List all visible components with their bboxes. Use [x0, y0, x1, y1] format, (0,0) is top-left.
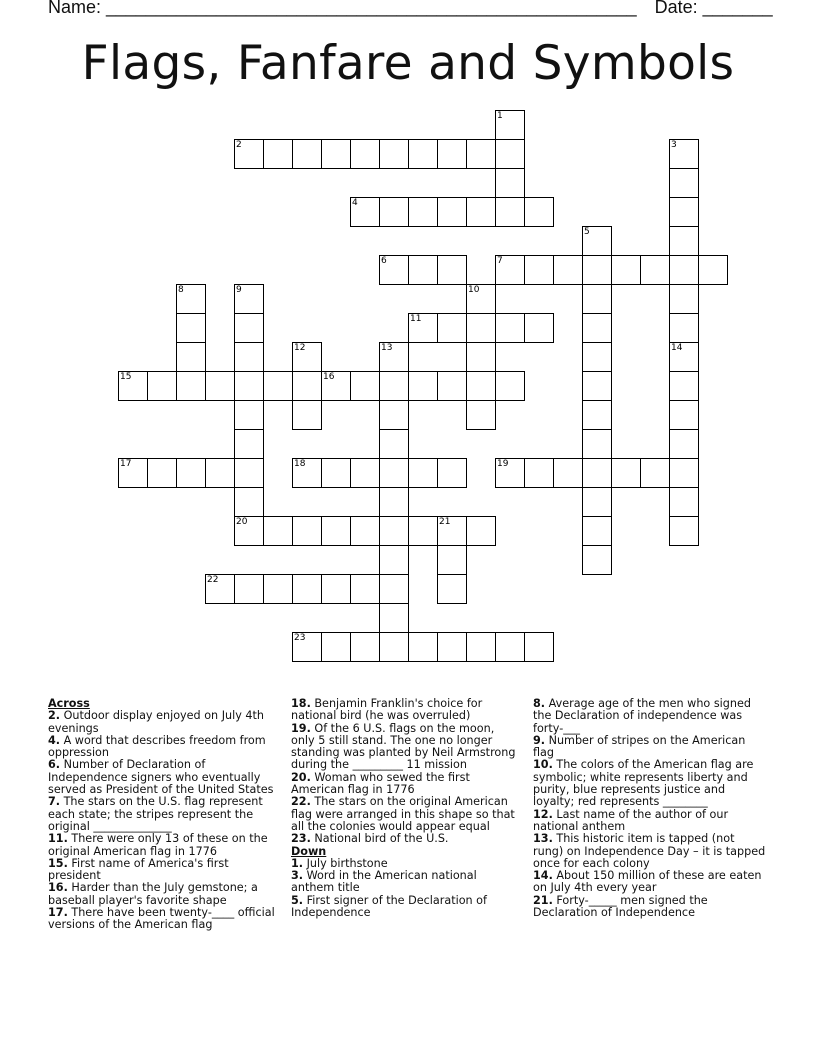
grid-cell[interactable]	[466, 139, 496, 169]
across-clue	[48, 833, 276, 858]
grid-cell[interactable]	[350, 574, 380, 604]
grid-cell[interactable]	[292, 574, 322, 604]
grid-cell[interactable]	[582, 545, 612, 575]
grid-cell[interactable]	[611, 255, 641, 285]
cell-number: 18	[294, 459, 306, 469]
clue-text: Of the 6 U.S. flags on the moon, only 5 still stand. The one no longer standing was planted by Neil Armstrong during the _________ 11 mission	[291, 721, 516, 772]
cell-number: 3	[671, 140, 677, 150]
across-clue	[48, 882, 276, 907]
grid-cell[interactable]	[437, 458, 467, 488]
clue-number: 3.	[291, 869, 304, 883]
grid-cell[interactable]	[263, 139, 293, 169]
down-clue	[291, 870, 516, 895]
cell-number: 21	[439, 517, 451, 527]
puzzle-title: Flags, Fanfare and Symbols	[81, 36, 735, 91]
grid-cell[interactable]	[582, 342, 612, 372]
clue-text: First signer of the Declaration of Independence	[291, 893, 487, 920]
grid-cell[interactable]	[321, 139, 351, 169]
clue-text: Harder than the July gemstone; a baseball player's favorite shape	[48, 881, 258, 907]
grid-cell[interactable]	[205, 371, 235, 401]
grid-cell[interactable]	[321, 574, 351, 604]
grid-cell[interactable]	[669, 284, 699, 314]
clue-number: 1.	[291, 856, 304, 870]
grid-cell[interactable]	[234, 574, 264, 604]
clue-number: 2.	[48, 709, 61, 723]
clue-text: The colors of the American flag are symbolic; white represents liberty and purity, blue represents justice and loyalty; red represents ________	[533, 758, 754, 809]
grid-cell[interactable]	[582, 458, 612, 488]
down-clue	[533, 735, 768, 760]
grid-cell[interactable]	[669, 371, 699, 401]
clues-column-3	[533, 698, 768, 919]
grid-cell[interactable]	[495, 197, 525, 227]
date-field[interactable]: Date: _______	[654, 0, 773, 17]
clue-number: 8.	[533, 697, 546, 710]
grid-cell[interactable]	[611, 458, 641, 488]
clue-text: This historic item is tapped (not rung) on Independence Day – it is tapped once for each colony	[533, 832, 766, 870]
grid-cell[interactable]	[234, 458, 264, 488]
clue-text: Outdoor display enjoyed on July 4th evenings	[48, 709, 264, 735]
down-clue	[533, 809, 768, 834]
grid-cell[interactable]	[669, 400, 699, 430]
grid-cell[interactable]	[582, 255, 612, 285]
grid-cell[interactable]	[466, 371, 496, 401]
cell-number: 6	[381, 256, 387, 266]
grid-cell[interactable]	[321, 458, 351, 488]
clue-text: The stars on the original American flag were arranged in this shape so that all the colonies would appear equal	[291, 795, 515, 833]
clue-number: 19.	[291, 721, 311, 735]
grid-cell[interactable]	[553, 458, 583, 488]
clue-number: 6.	[48, 758, 61, 772]
clue-number: 14.	[533, 869, 553, 883]
grid-cell[interactable]	[698, 255, 728, 285]
grid-cell[interactable]	[669, 487, 699, 517]
grid-cell[interactable]	[582, 284, 612, 314]
grid-cell[interactable]	[466, 313, 496, 343]
grid-cell[interactable]	[640, 458, 670, 488]
clue-number: 15.	[48, 856, 68, 870]
down-clue	[533, 833, 768, 870]
grid-cell[interactable]	[234, 429, 264, 459]
grid-cell[interactable]	[379, 197, 409, 227]
grid-cell[interactable]	[669, 226, 699, 256]
grid-cell[interactable]	[379, 545, 409, 575]
grid-cell[interactable]	[263, 371, 293, 401]
grid-cell[interactable]	[437, 545, 467, 575]
down-clue	[533, 895, 768, 920]
clue-text: A word that describes freedom from oppression	[48, 733, 266, 760]
clue-text: Benjamin Franklin's choice for national bird (he was overruled)	[291, 697, 483, 723]
grid-cell[interactable]	[466, 197, 496, 227]
grid-cell[interactable]	[466, 400, 496, 430]
grid-cell[interactable]	[408, 139, 438, 169]
across-heading: Across	[48, 697, 90, 710]
down-clue	[533, 759, 768, 808]
grid-cell[interactable]	[669, 458, 699, 488]
grid-cell[interactable]	[234, 342, 264, 372]
cell-number: 5	[584, 227, 590, 237]
clue-number: 5.	[291, 893, 304, 907]
grid-cell[interactable]	[437, 139, 467, 169]
clue-text: Number of stripes on the American flag	[533, 733, 746, 760]
cell-number: 16	[323, 372, 335, 382]
grid-cell[interactable]	[495, 139, 525, 169]
grid-cell[interactable]	[437, 313, 467, 343]
grid-cell[interactable]	[437, 255, 467, 285]
grid-cell[interactable]	[553, 255, 583, 285]
grid-cell[interactable]	[147, 371, 177, 401]
clue-text: About 150 million of these are eaten on July 4th every year	[533, 869, 762, 895]
clue-number: 23.	[291, 832, 311, 846]
grid-cell[interactable]	[379, 632, 409, 662]
grid-cell[interactable]	[408, 516, 438, 546]
cell-number: 7	[497, 256, 503, 266]
grid-cell[interactable]	[350, 139, 380, 169]
cell-number: 8	[178, 285, 184, 295]
clue-text: Word in the American national anthem title	[291, 869, 477, 895]
clue-text: The stars on the U.S. flag represent each state; the stripes represent the original ______________	[48, 795, 263, 833]
across-clue	[291, 723, 516, 772]
cell-number: 11	[410, 314, 422, 324]
cell-number: 12	[294, 343, 306, 353]
grid-cell[interactable]	[669, 516, 699, 546]
cell-number: 4	[352, 198, 358, 208]
grid-cell[interactable]	[582, 487, 612, 517]
grid-cell[interactable]	[350, 458, 380, 488]
across-clue	[48, 858, 276, 883]
grid-cell[interactable]	[437, 371, 467, 401]
grid-cell[interactable]	[466, 632, 496, 662]
across-clue	[291, 796, 516, 833]
clue-number: 10.	[533, 758, 553, 772]
clue-number: 21.	[533, 893, 553, 907]
grid-cell[interactable]	[669, 313, 699, 343]
grid-cell[interactable]	[379, 603, 409, 633]
grid-cell[interactable]	[524, 197, 554, 227]
cell-number: 19	[497, 459, 509, 469]
grid-cell[interactable]	[176, 313, 206, 343]
grid-cell[interactable]	[408, 371, 438, 401]
grid-cell[interactable]	[466, 516, 496, 546]
clue-text: First name of America's first president	[48, 856, 229, 883]
clue-number: 12.	[533, 807, 553, 821]
grid-cell[interactable]	[263, 516, 293, 546]
across-clue	[48, 759, 276, 796]
clue-number: 7.	[48, 795, 61, 809]
clue-text: Woman who sewed the first American flag in 1776	[291, 770, 470, 797]
clue-number: 4.	[48, 733, 61, 747]
clue-text: July birthstone	[303, 856, 388, 870]
grid-cell[interactable]	[234, 487, 264, 517]
grid-cell[interactable]	[582, 429, 612, 459]
grid-cell[interactable]	[582, 400, 612, 430]
grid-cell[interactable]	[379, 516, 409, 546]
across-clue	[48, 907, 276, 932]
grid-cell[interactable]	[379, 400, 409, 430]
clues-column-2	[291, 698, 516, 919]
grid-cell[interactable]	[350, 632, 380, 662]
grid-cell[interactable]	[379, 574, 409, 604]
down-clue	[291, 895, 516, 920]
cell-number: 23	[294, 633, 306, 643]
grid-cell[interactable]	[350, 516, 380, 546]
grid-cell[interactable]	[495, 632, 525, 662]
grid-cell[interactable]	[176, 458, 206, 488]
down-clue	[533, 870, 768, 895]
across-clue	[291, 698, 516, 723]
grid-cell[interactable]	[669, 255, 699, 285]
cell-number: 13	[381, 343, 393, 353]
grid-cell[interactable]	[669, 168, 699, 198]
grid-cell[interactable]	[495, 371, 525, 401]
grid-cell[interactable]	[524, 632, 554, 662]
grid-cell[interactable]	[437, 574, 467, 604]
grid-cell[interactable]	[669, 429, 699, 459]
cell-number: 10	[468, 285, 480, 295]
clue-number: 16.	[48, 881, 68, 895]
clue-text: There have been twenty-____ official versions of the American flag	[48, 906, 275, 932]
across-clue	[48, 735, 276, 760]
down-heading: Down	[291, 844, 327, 858]
grid-cell[interactable]	[292, 516, 322, 546]
across-clue	[48, 710, 276, 735]
grid-cell[interactable]	[379, 458, 409, 488]
grid-cell[interactable]	[669, 197, 699, 227]
grid-cell[interactable]	[408, 197, 438, 227]
clue-text: There were only 13 of these on the original American flag in 1776	[48, 832, 268, 858]
clue-text: Forty-_____ men signed the Declaration of Independence	[533, 893, 708, 920]
grid-cell[interactable]	[379, 487, 409, 517]
cell-number: 1	[497, 111, 503, 121]
down-clue	[533, 698, 768, 735]
grid-cell[interactable]	[263, 574, 293, 604]
clue-text: Last name of the author of our national anthem	[533, 807, 729, 833]
grid-cell[interactable]	[408, 632, 438, 662]
clue-number: 13.	[533, 832, 553, 846]
grid-cell[interactable]	[524, 255, 554, 285]
cell-number: 22	[207, 575, 219, 585]
grid-cell[interactable]	[379, 429, 409, 459]
grid-cell[interactable]	[379, 371, 409, 401]
cell-number: 20	[236, 517, 248, 527]
name-field[interactable]: Name: _____________________________________________________	[48, 0, 637, 17]
across-clue	[48, 796, 276, 833]
grid-cell[interactable]	[582, 313, 612, 343]
cell-number: 17	[120, 459, 132, 469]
clue-number: 9.	[533, 733, 546, 747]
grid-cell[interactable]	[292, 139, 322, 169]
cell-number: 14	[671, 343, 683, 353]
clue-number: 17.	[48, 906, 68, 920]
clue-number: 18.	[291, 697, 311, 710]
across-clue	[291, 772, 516, 797]
grid-cell[interactable]	[292, 400, 322, 430]
grid-cell[interactable]	[234, 400, 264, 430]
grid-cell[interactable]	[524, 458, 554, 488]
grid-cell[interactable]	[234, 371, 264, 401]
cell-number: 2	[236, 140, 242, 150]
clue-text: National bird of the U.S.	[310, 832, 449, 846]
grid-cell[interactable]	[408, 255, 438, 285]
clue-number: 20.	[291, 770, 311, 784]
grid-cell[interactable]	[437, 632, 467, 662]
grid-cell[interactable]	[379, 139, 409, 169]
grid-cell[interactable]	[321, 516, 351, 546]
clue-text: Average age of the men who signed the Declaration of independence was forty-___	[533, 697, 751, 735]
grid-cell[interactable]	[176, 342, 206, 372]
grid-cell[interactable]	[321, 632, 351, 662]
clue-number: 22.	[291, 795, 311, 809]
grid-cell[interactable]	[582, 371, 612, 401]
grid-cell[interactable]	[292, 371, 322, 401]
across-clue	[291, 833, 516, 845]
cell-number: 9	[236, 285, 242, 295]
clue-text: Number of Declaration of Independence signers who eventually served as President of the United States	[48, 758, 274, 797]
grid-cell[interactable]	[582, 516, 612, 546]
grid-cell[interactable]	[524, 313, 554, 343]
grid-cell[interactable]	[640, 255, 670, 285]
grid-cell[interactable]	[437, 197, 467, 227]
grid-cell[interactable]	[495, 313, 525, 343]
grid-cell[interactable]	[350, 371, 380, 401]
grid-cell[interactable]	[176, 371, 206, 401]
grid-cell[interactable]	[147, 458, 177, 488]
cell-number: 15	[120, 372, 132, 382]
clues-column-1	[48, 698, 276, 932]
grid-cell[interactable]	[408, 458, 438, 488]
clue-number: 11.	[48, 832, 68, 846]
grid-cell[interactable]	[466, 342, 496, 372]
grid-cell[interactable]	[234, 313, 264, 343]
grid-cell[interactable]	[205, 458, 235, 488]
grid-cell[interactable]	[495, 168, 525, 198]
